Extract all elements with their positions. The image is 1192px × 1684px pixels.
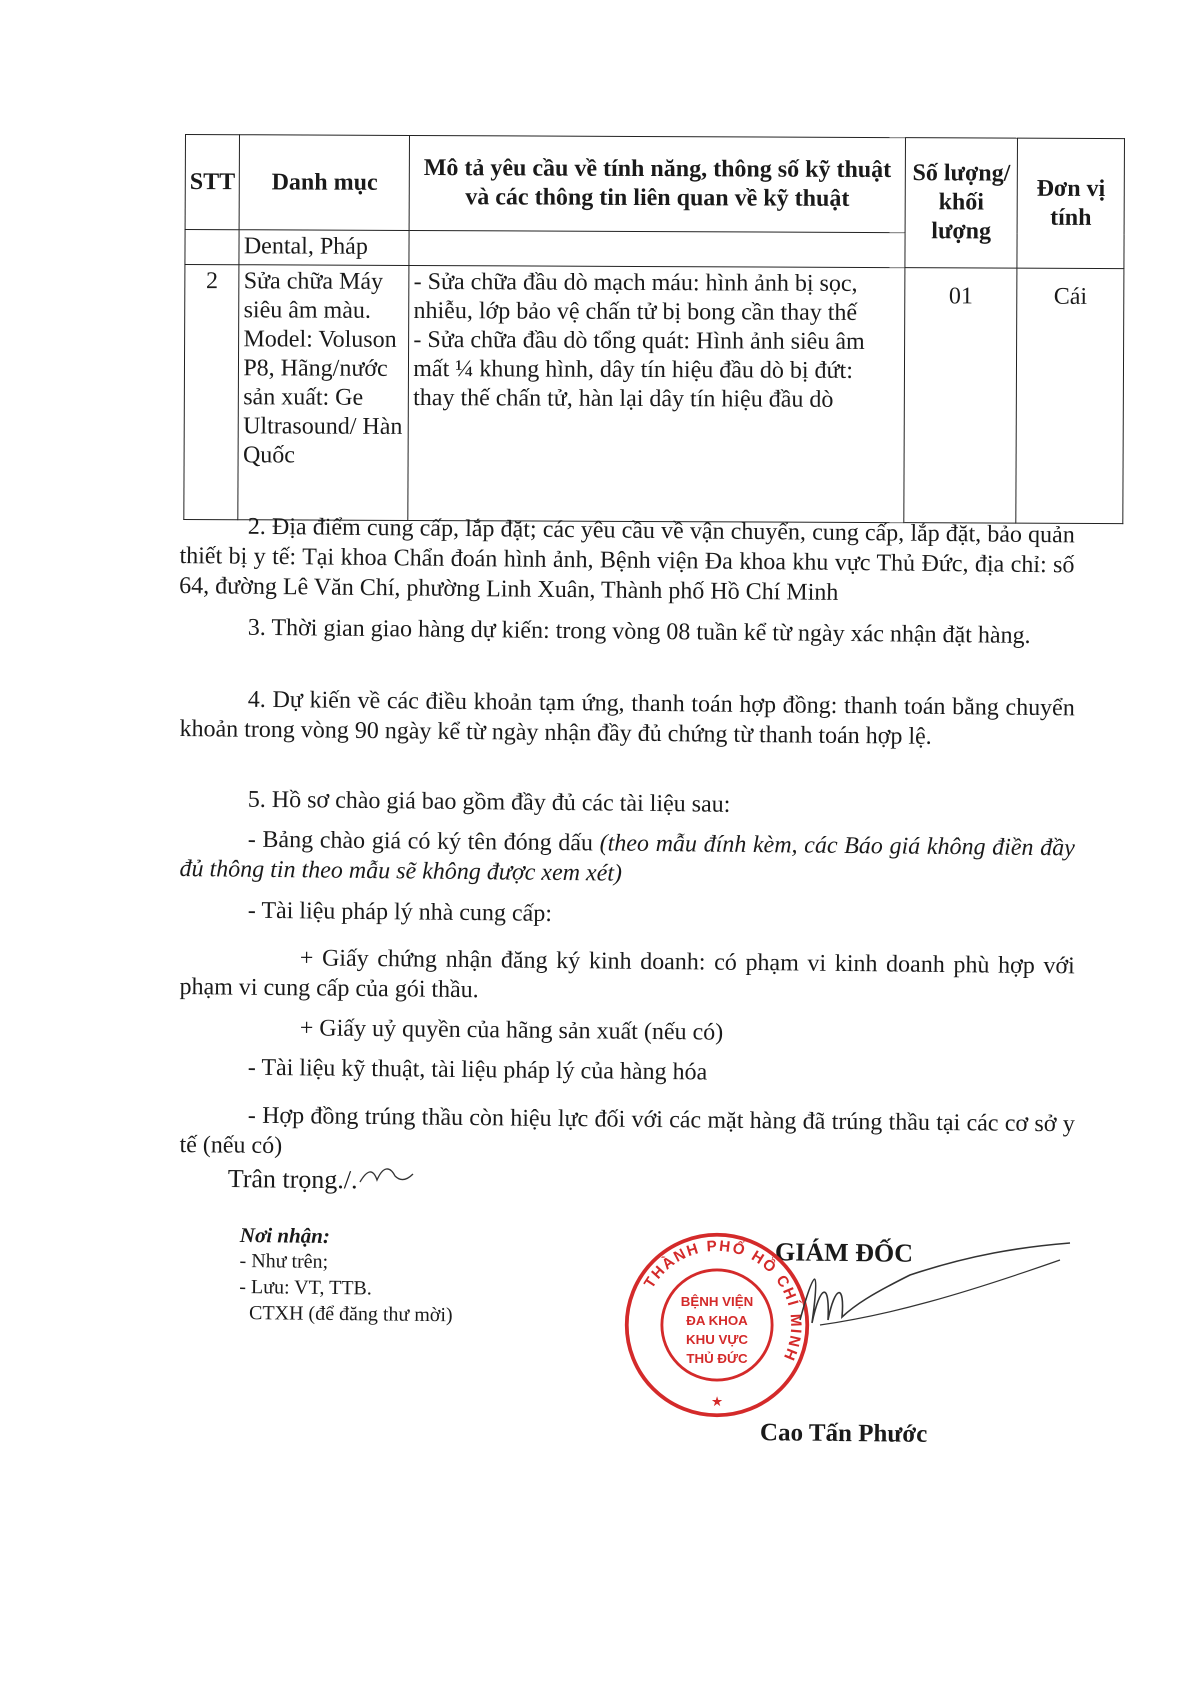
signature-title: GIÁM ĐỐC	[774, 1237, 914, 1268]
bullet-giay-chung-nhan: + Giấy chứng nhận đăng ký kinh doanh: có phạm vi kinh doanh phù hợp với phạm vi cung cấp của gói thầu.	[179, 945, 1075, 1004]
paragraph-5: 5. Hồ sơ chào giá bao gồm đầy đủ các tài liệu sau:	[247, 786, 731, 818]
stamp-ring-text: THÀNH PHỐ HỒ CHÍ MINH	[641, 1237, 805, 1365]
cont-mo-ta	[409, 230, 905, 267]
row-don-vi: Cái	[1016, 268, 1124, 523]
header-danh-muc: Danh mục	[239, 135, 409, 231]
header-don-vi: Đơn vị tính	[1017, 138, 1124, 268]
spec-table	[183, 134, 1125, 524]
header-mo-ta: Mô tả yêu cầu về tính năng, thông số kỹ thuật và các thông tin liên quan về kỹ thuật	[409, 135, 905, 232]
bullet-tai-lieu-ky-thuat: - Tài liệu kỹ thuật, tài liệu pháp lý của hàng hóa	[247, 1054, 708, 1086]
cont-stt	[185, 230, 240, 265]
row-danh-muc: Sửa chữa Máy siêu âm màu. Model: Voluson P8, Hãng/nước sản xuất: Ge Ultrasound/ Hàn Quốc	[238, 265, 409, 521]
row-mo-ta-1: - Sửa chữa đầu dò mạch máu: hình ảnh bị sọc, nhiễu, lớp bảo vệ chấn tử bị bong cần thay thế	[413, 268, 858, 326]
stamp-star-icon: ★	[711, 1393, 723, 1409]
bullet-tai-lieu-phap-ly: - Tài liệu pháp lý nhà cung cấp:	[247, 897, 553, 927]
recipients-title: Nơi nhận:	[239, 1223, 331, 1248]
paragraph-2: 2. Địa điểm cung cấp, lắp đặt; các yêu cầu về vận chuyển, cung cấp, lắp đặt, bảo quản thiết bị y tế: Tại khoa Chẩn đoán hình ảnh, Bệnh viện Đa khoa khu vực Thủ Đức, địa chỉ: số 64, đường Lê Văn Chí, phường Linh Xuân, Thành phố Hồ Chí Minh	[179, 513, 1075, 606]
bullet-hop-dong: - Hợp đồng trúng thầu còn hiệu lực đối với các mặt hàng đã trúng thầu tại các cơ sở y tế (nếu có)	[179, 1102, 1075, 1160]
cont-danh-muc: Dental, Pháp	[239, 230, 409, 266]
recipient-3: CTXH (để đăng thư mời)	[248, 1302, 453, 1327]
header-so-luong: Số lượng/ khối lượng	[905, 138, 1018, 268]
closing: Trân trọng./.	[227, 1164, 358, 1195]
row-mo-ta-2: - Sửa chữa đầu dò tổng quát: Hình ảnh siêu âm mất ¼ khung hình, dây tín hiệu đầu dò bị đứt: thay thế chấn tử, hàn lại dây tín hiệu đầu dò	[413, 326, 865, 413]
row-mo-ta	[408, 265, 905, 522]
paragraph-4: 4. Dự kiến về các điều khoản tạm ứng, thanh toán hợp đồng: thanh toán bằng chuyển khoản trong vòng 90 ngày kể từ ngày nhận đầy đủ chứng từ thanh toán hợp lệ.	[179, 686, 1075, 750]
stamp-line-3: KHU VỰC	[685, 1332, 749, 1347]
recipient-1: - Như trên;	[239, 1249, 329, 1273]
bullet-bang-chao-gia-note: (theo mẫu đính kèm, các Báo giá không điền đầy đủ thông tin theo mẫu sẽ không được xem xét)	[179, 830, 1075, 887]
stamp-line-4: THỦ ĐỨC	[686, 1351, 748, 1366]
row-so-luong: 01	[904, 268, 1018, 523]
paragraph-3: 3. Thời gian giao hàng dự kiến: trong vòng 08 tuần kể từ ngày xác nhận đặt hàng.	[247, 614, 1031, 649]
recipients	[239, 1222, 454, 1328]
signature-name: Cao Tấn Phước	[759, 1419, 928, 1448]
closing-initials	[355, 1160, 415, 1190]
recipient-2: - Lưu: VT, TTB.	[239, 1275, 372, 1300]
bullet-bang-chao-gia	[179, 824, 1075, 893]
bullet-bang-chao-gia-main: - Bảng chào giá có ký tên đóng dấu	[247, 826, 594, 857]
signature-scribble	[760, 1225, 1090, 1355]
stamp-line-1: BỆNH VIỆN	[680, 1294, 754, 1309]
row-stt: 2	[184, 265, 239, 520]
header-stt: STT	[185, 135, 240, 230]
stamp-line-2: ĐA KHOA	[686, 1313, 748, 1328]
bullet-giay-uy-quyen: + Giấy uỷ quyền của hãng sản xuất (nếu có)	[299, 1015, 724, 1046]
